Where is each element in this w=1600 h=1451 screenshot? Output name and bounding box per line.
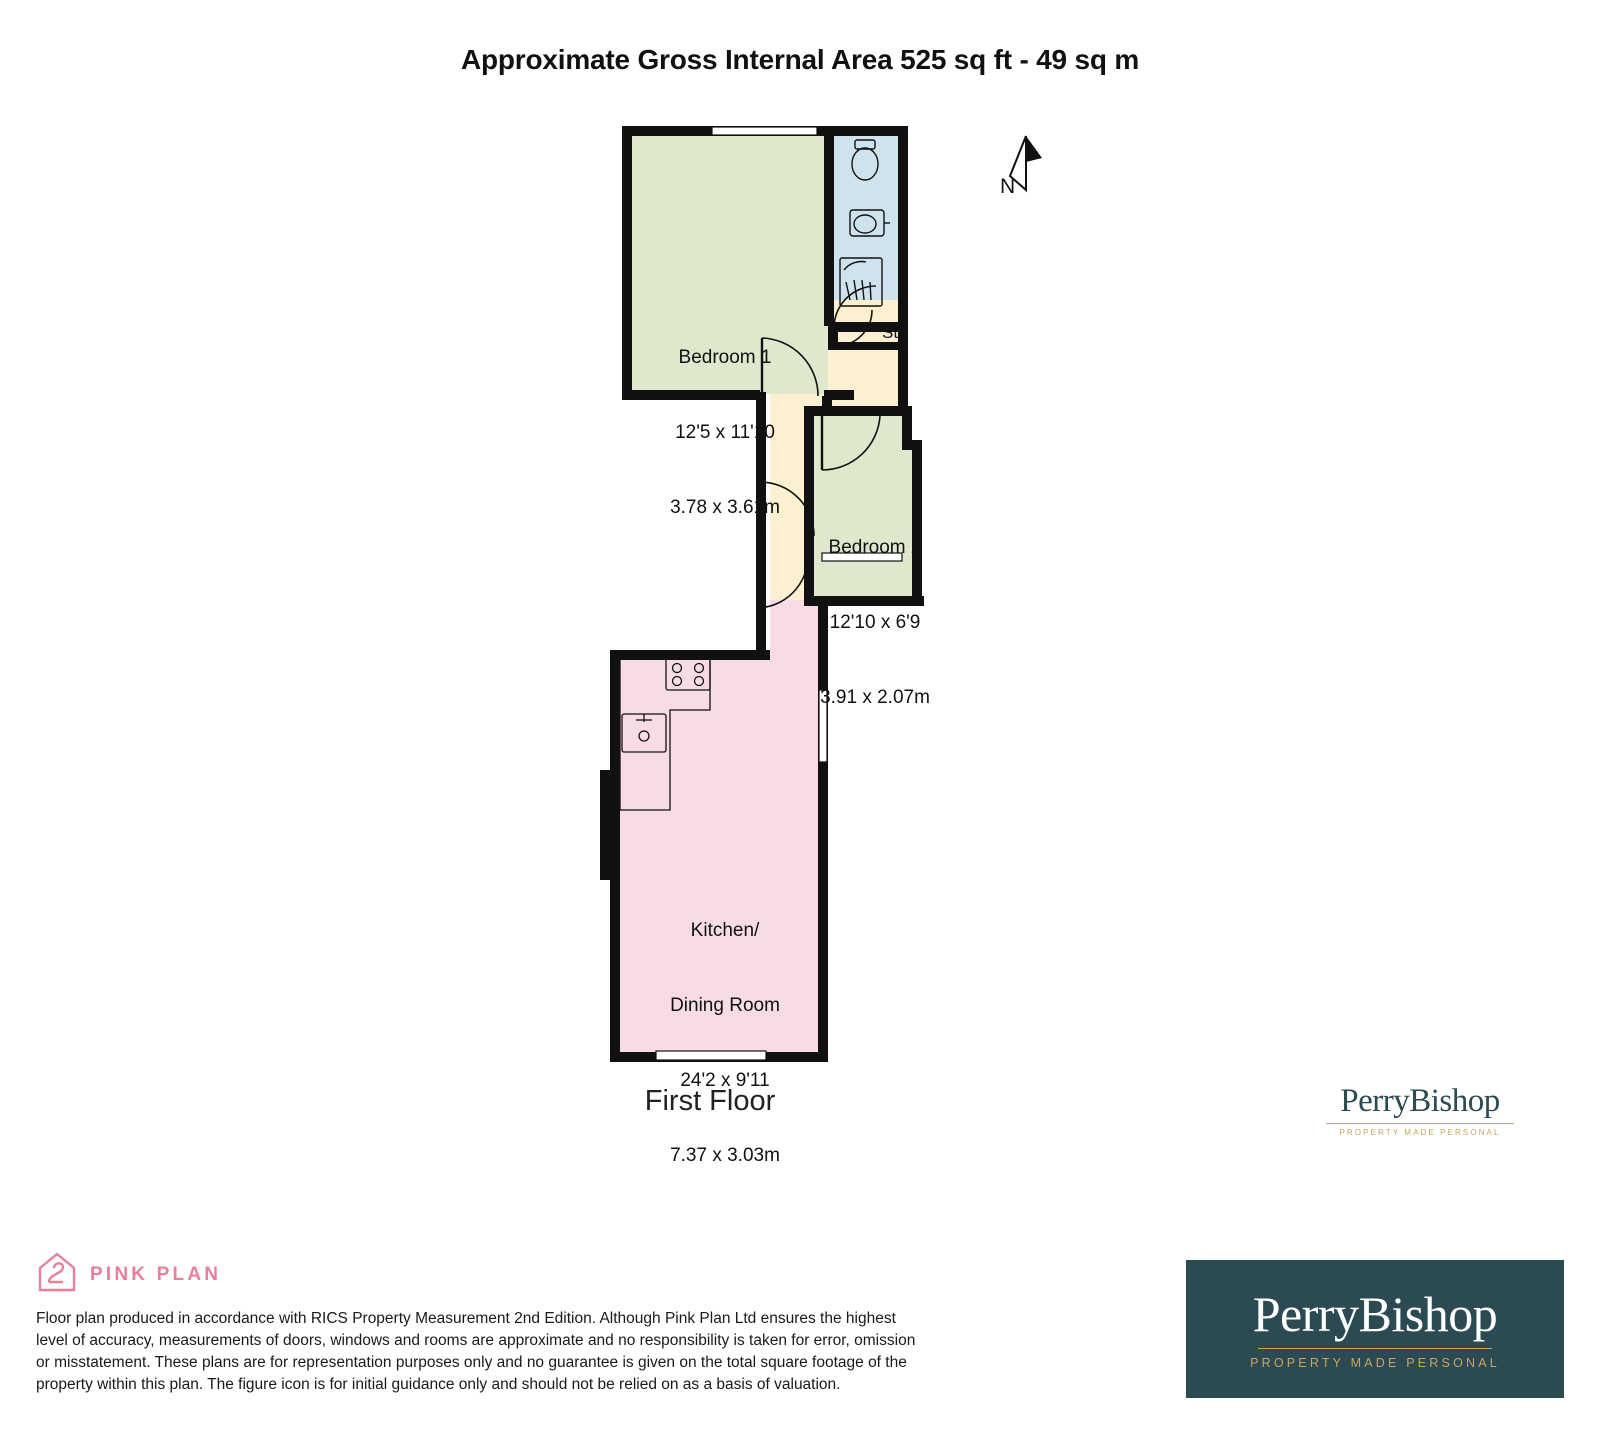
room-name: Bedroom 2: [828, 537, 922, 558]
pink-plan-house-icon: [36, 1250, 78, 1299]
room-label-bedroom2: [775, 485, 975, 760]
room-name-line1: Kitchen/: [690, 920, 760, 941]
room-dimensions-imperial: 12'10 x 6'9: [829, 612, 921, 633]
brand-wordmark: [1320, 1085, 1520, 1137]
room-name-line2: Dining Room: [670, 995, 780, 1016]
agent-name-part2: Bishop: [1358, 1285, 1498, 1342]
room-label-storage: St: [882, 323, 899, 342]
room-dimensions-imperial: 12'5 x 11'10: [675, 422, 775, 443]
disclaimer-text: Floor plan produced in accordance with RICS Property Measurement 2nd Edition. Although Pink Plan Ltd ensures the highest level of accuracy, measurements of doors, windows and rooms are approximate and no responsibility is taken for error, omission or misstatement. These plans are for representation purposes only and no guarantee is given on the total square footage of the property within this plan. The figure icon is for initial guidance only and should not be relied on as a basis of valuation.: [36, 1310, 916, 1393]
room-dimensions-metric: 3.91 x 2.07m: [820, 687, 930, 708]
agent-divider: [1258, 1348, 1492, 1349]
agent-tagline: PROPERTY MADE PERSONAL: [1250, 1356, 1500, 1371]
room-dimensions-metric: 7.37 x 3.03m: [670, 1145, 780, 1166]
room-label-kitchen-dining: [620, 868, 830, 1218]
agent-name: [1252, 1285, 1498, 1342]
brand-tagline: PROPERTY MADE PERSONAL: [1339, 1128, 1501, 1137]
compass-label-north: N: [1000, 175, 1016, 198]
brand-name: [1320, 1085, 1520, 1118]
agent-logo-box: [1186, 1260, 1564, 1398]
brand-name-part1: Perry: [1340, 1083, 1410, 1119]
brand-divider: [1326, 1123, 1514, 1124]
room-dimensions-imperial: 24'2 x 9'11: [680, 1070, 770, 1091]
agent-name-part1: Perry: [1252, 1285, 1359, 1342]
pink-plan-label: PINK PLAN: [90, 1263, 222, 1285]
room-dimensions-metric: 3.78 x 3.61m: [670, 497, 780, 518]
brand-name-part2: Bishop: [1409, 1083, 1500, 1119]
pink-plan-logo: [36, 1250, 221, 1299]
room-name: Bedroom 1: [678, 347, 772, 368]
floor-caption: First Floor: [644, 1085, 776, 1117]
page-title: Approximate Gross Internal Area 525 sq ft - 49 sq m: [460, 44, 1140, 75]
